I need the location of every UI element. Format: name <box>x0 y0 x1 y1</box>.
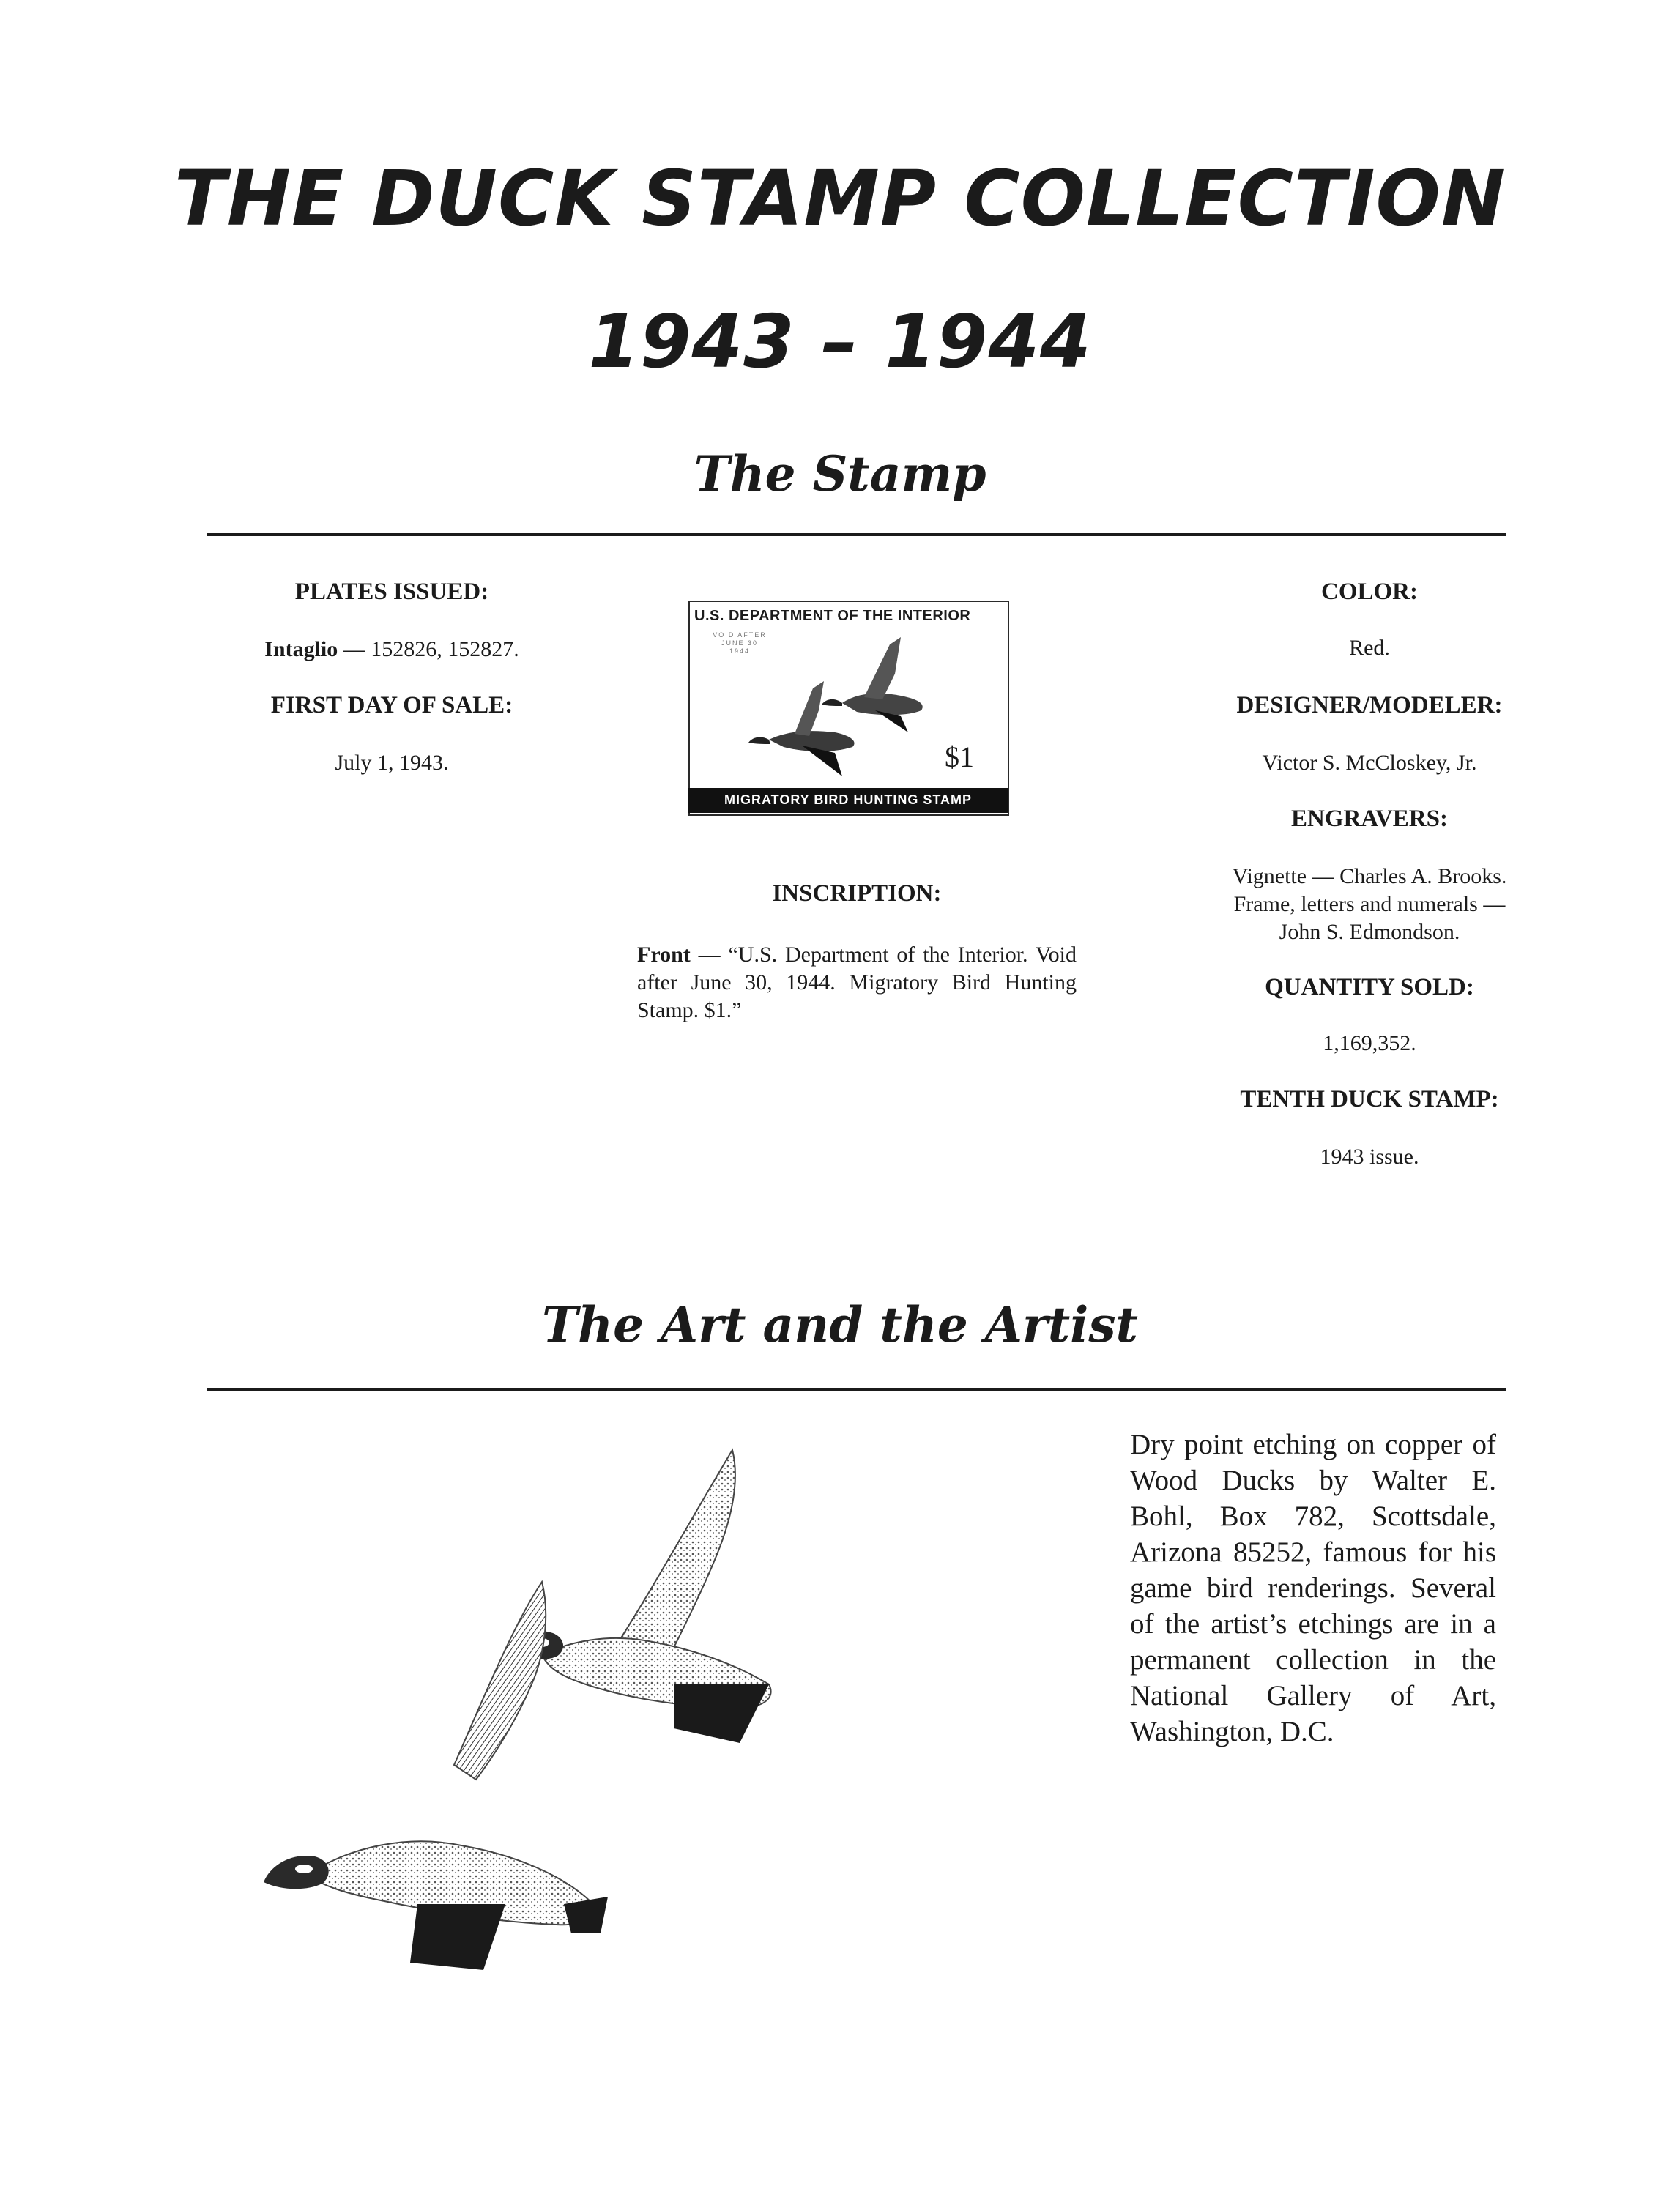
inscription-text <box>637 941 1077 1025</box>
inscription-body: — “U.S. Department of the Interior. Void after June 30, 1944. Migratory Bird Hunting Stamp. $1.” <box>637 943 1077 1022</box>
first-day-value: July 1, 1943. <box>335 751 449 775</box>
tenth-duck-stamp-value: 1943 issue. <box>1320 1145 1419 1169</box>
quantity-sold-label: QUANTITY SOLD: <box>1265 974 1474 1000</box>
engravers-line-1: Vignette — Charles A. Brooks. <box>1232 864 1507 888</box>
stamp-bottom-text: MIGRATORY BIRD HUNTING STAMP <box>724 792 972 807</box>
tenth-duck-stamp-label: TENTH DUCK STAMP: <box>1240 1086 1499 1112</box>
inscription-prefix: Front <box>637 943 691 967</box>
section-divider <box>207 533 1506 536</box>
art-section-heading: The Art and the Artist <box>541 1296 1138 1353</box>
plates-issued-value <box>183 637 601 662</box>
engravers-label: ENGRAVERS: <box>1291 806 1448 832</box>
stamp-value: $1 <box>945 740 974 773</box>
inscription-label: INSCRIPTION: <box>772 880 942 907</box>
page-title: THE DUCK STAMP COLLECTION <box>174 154 1506 243</box>
color-label: COLOR: <box>1321 579 1418 605</box>
page-years: 1943 – 1944 <box>588 299 1092 384</box>
plates-issued-method: Intaglio <box>264 637 338 661</box>
wood-ducks-etching-image <box>264 1435 1106 1992</box>
engravers-value <box>1113 863 1626 946</box>
duck-stamp-image <box>688 601 1008 814</box>
engravers-line-2: Frame, letters and numerals — <box>1233 892 1506 916</box>
stamp-ducks-illustration <box>732 630 945 784</box>
designer-value: Victor S. McCloskey, Jr. <box>1262 751 1477 775</box>
plates-issued-numbers: — 152826, 152827. <box>338 637 519 661</box>
first-day-label: FIRST DAY OF SALE: <box>270 692 513 718</box>
stamp-void-text: VOID AFTER JUNE 30 1944 <box>713 631 767 655</box>
section-divider-2 <box>207 1388 1506 1391</box>
stamp-section-heading: The Stamp <box>694 445 986 502</box>
engravers-line-3: John S. Edmondson. <box>1279 920 1460 944</box>
quantity-sold-value: 1,169,352. <box>1323 1031 1416 1055</box>
plates-issued-label: PLATES ISSUED: <box>294 579 489 605</box>
color-value: Red. <box>1349 636 1390 660</box>
stamp-top-text: U.S. DEPARTMENT OF THE INTERIOR <box>694 608 971 624</box>
art-description: Dry point etching on copper of Wood Ducks by Walter E. Bohl, Box 782, Scottsdale, Arizona 85252, famous for his game bird renderings. Several of the artist’s etchings are in a permanent collection in the National Gallery of Art, Washington, D.C. <box>1130 1429 1496 1747</box>
designer-label: DESIGNER/MODELER: <box>1236 692 1503 718</box>
